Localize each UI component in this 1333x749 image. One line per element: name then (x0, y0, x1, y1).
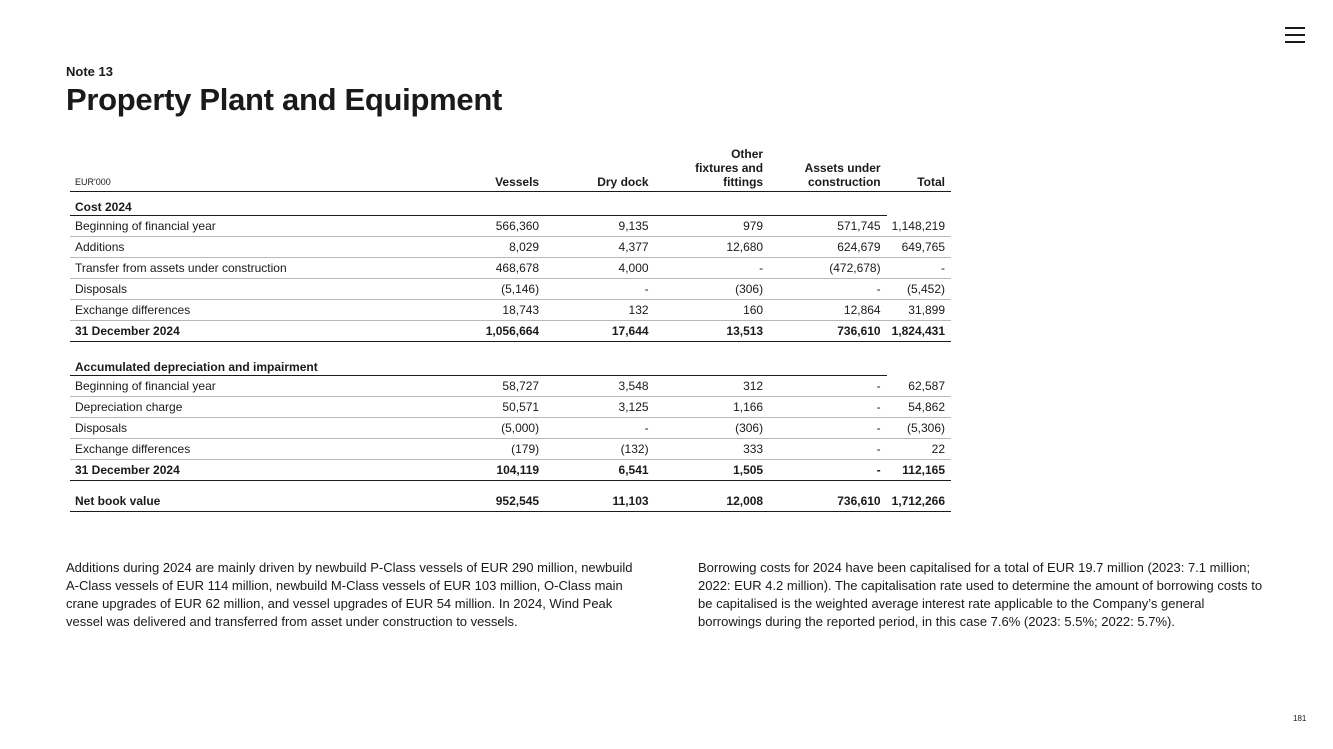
vessels-value: 58,727 (372, 376, 545, 397)
total-value: 22 (887, 439, 951, 460)
dry-dock-value: - (545, 279, 654, 300)
assets-under-construction-value: - (769, 439, 887, 460)
vessels-value: 50,571 (372, 397, 545, 418)
spacer-row (70, 342, 951, 353)
total-row (70, 460, 951, 481)
table-row (70, 300, 951, 321)
total-value: 1,148,219 (887, 216, 951, 237)
table-row (70, 397, 951, 418)
row-label: 31 December 2024 (70, 321, 372, 342)
ppe-table (70, 147, 951, 512)
dry-dock-value: 3,548 (545, 376, 654, 397)
borrowing-costs-paragraph: Borrowing costs for 2024 have been capitalised for a total of EUR 19.7 million (2023: 7.1 million; 2022: EUR 4.2 million). The capitalisation rate used to determine the amount of borrowing costs to be capitalised is the weighted average interest rate applicable to the Company’s general borrowings during the reported period, in this case 7.6% (2023: 5.5%; 2022: 5.7%). (698, 560, 1263, 629)
vessels-value: 8,029 (372, 237, 545, 258)
other-fixtures-value: 13,513 (655, 321, 770, 342)
dry-dock-value: 6,541 (545, 460, 654, 481)
page-number: 181 (1293, 714, 1307, 723)
vessels-value: (179) (372, 439, 545, 460)
total-value: 31,899 (887, 300, 951, 321)
hamburger-menu-icon[interactable] (1285, 27, 1305, 45)
dry-dock-value: 4,377 (545, 237, 654, 258)
other-fixtures-value: 312 (655, 376, 770, 397)
total-value: - (887, 258, 951, 279)
assets-under-construction-value: - (769, 279, 887, 300)
dry-dock-value: 132 (545, 300, 654, 321)
col-header-other-fixtures: Other fixtures and fittings (655, 147, 770, 192)
net-book-value-row (70, 491, 951, 512)
other-fixtures-value: (306) (655, 279, 770, 300)
section-header-row (70, 352, 951, 376)
vessels-value: 104,119 (372, 460, 545, 481)
total-value: 649,765 (887, 237, 951, 258)
spacer-row (70, 481, 951, 492)
assets-under-construction-value: 736,610 (769, 321, 887, 342)
dry-dock-value: 3,125 (545, 397, 654, 418)
spacer-cell (70, 481, 887, 492)
dry-dock-value: 4,000 (545, 258, 654, 279)
row-label: Exchange differences (70, 300, 372, 321)
assets-under-construction-value: 12,864 (769, 300, 887, 321)
total-value: 1,824,431 (887, 321, 951, 342)
col-header-total: Total (887, 147, 951, 192)
col-header-dry-dock: Dry dock (545, 147, 654, 192)
assets-under-construction-value: - (769, 376, 887, 397)
table-row (70, 216, 951, 237)
other-fixtures-value: 1,166 (655, 397, 770, 418)
section-header-row (70, 192, 951, 216)
row-label: Net book value (70, 491, 372, 512)
section-title: Cost 2024 (70, 192, 887, 216)
col-header-assets-under-construction: Assets under construction (769, 147, 887, 192)
section-title: Accumulated depreciation and impairment (70, 352, 887, 376)
row-label: Beginning of financial year (70, 376, 372, 397)
note-label: Note 13 (66, 64, 113, 79)
spacer-cell (70, 342, 887, 353)
total-value: 112,165 (887, 460, 951, 481)
additions-paragraph: Additions during 2024 are mainly driven by newbuild P-Class vessels of EUR 290 million, newbuild A-Class vessels of EUR 114 million, newbuild M-Class vessels of EUR 103 million, O-Class main crane upgrades of EUR 62 million, and vessel upgrades of EUR 54 million. In 2024, Wind Peak vessel was delivered and transferred from asset under construction to vessels. (66, 560, 633, 629)
vessels-value: 468,678 (372, 258, 545, 279)
other-fixtures-value: 12,680 (655, 237, 770, 258)
assets-under-construction-value: 736,610 (769, 491, 887, 512)
total-value: 54,862 (887, 397, 951, 418)
row-label: Disposals (70, 279, 372, 300)
row-label: Disposals (70, 418, 372, 439)
col-header-unit: EUR'000 (70, 147, 372, 192)
row-label: Transfer from assets under construction (70, 258, 372, 279)
dry-dock-value: 9,135 (545, 216, 654, 237)
other-fixtures-value: - (655, 258, 770, 279)
vessels-value: (5,000) (372, 418, 545, 439)
dry-dock-value: 11,103 (545, 491, 654, 512)
dry-dock-value: 17,644 (545, 321, 654, 342)
dry-dock-value: - (545, 418, 654, 439)
assets-under-construction-value: - (769, 397, 887, 418)
table-row (70, 258, 951, 279)
assets-under-construction-value: 624,679 (769, 237, 887, 258)
col-header-vessels: Vessels (372, 147, 545, 192)
vessels-value: 18,743 (372, 300, 545, 321)
other-fixtures-value: 1,505 (655, 460, 770, 481)
vessels-value: 952,545 (372, 491, 545, 512)
other-fixtures-value: 160 (655, 300, 770, 321)
row-label: 31 December 2024 (70, 460, 372, 481)
other-fixtures-value: 12,008 (655, 491, 770, 512)
table-header-row (70, 147, 951, 192)
page-title: Property Plant and Equipment (66, 82, 502, 117)
row-label: Exchange differences (70, 439, 372, 460)
table-row (70, 439, 951, 460)
vessels-value: 1,056,664 (372, 321, 545, 342)
other-fixtures-value: (306) (655, 418, 770, 439)
assets-under-construction-value: 571,745 (769, 216, 887, 237)
dry-dock-value: (132) (545, 439, 654, 460)
total-value: (5,452) (887, 279, 951, 300)
total-value: (5,306) (887, 418, 951, 439)
vessels-value: 566,360 (372, 216, 545, 237)
vessels-value: (5,146) (372, 279, 545, 300)
row-label: Beginning of financial year (70, 216, 372, 237)
table-row (70, 279, 951, 300)
table-row (70, 237, 951, 258)
other-fixtures-value: 979 (655, 216, 770, 237)
row-label: Additions (70, 237, 372, 258)
assets-under-construction-value: (472,678) (769, 258, 887, 279)
table-row (70, 376, 951, 397)
other-fixtures-value: 333 (655, 439, 770, 460)
table-row (70, 418, 951, 439)
total-value: 62,587 (887, 376, 951, 397)
assets-under-construction-value: - (769, 418, 887, 439)
row-label: Depreciation charge (70, 397, 372, 418)
assets-under-construction-value: - (769, 460, 887, 481)
total-value: 1,712,266 (887, 491, 951, 512)
total-row (70, 321, 951, 342)
